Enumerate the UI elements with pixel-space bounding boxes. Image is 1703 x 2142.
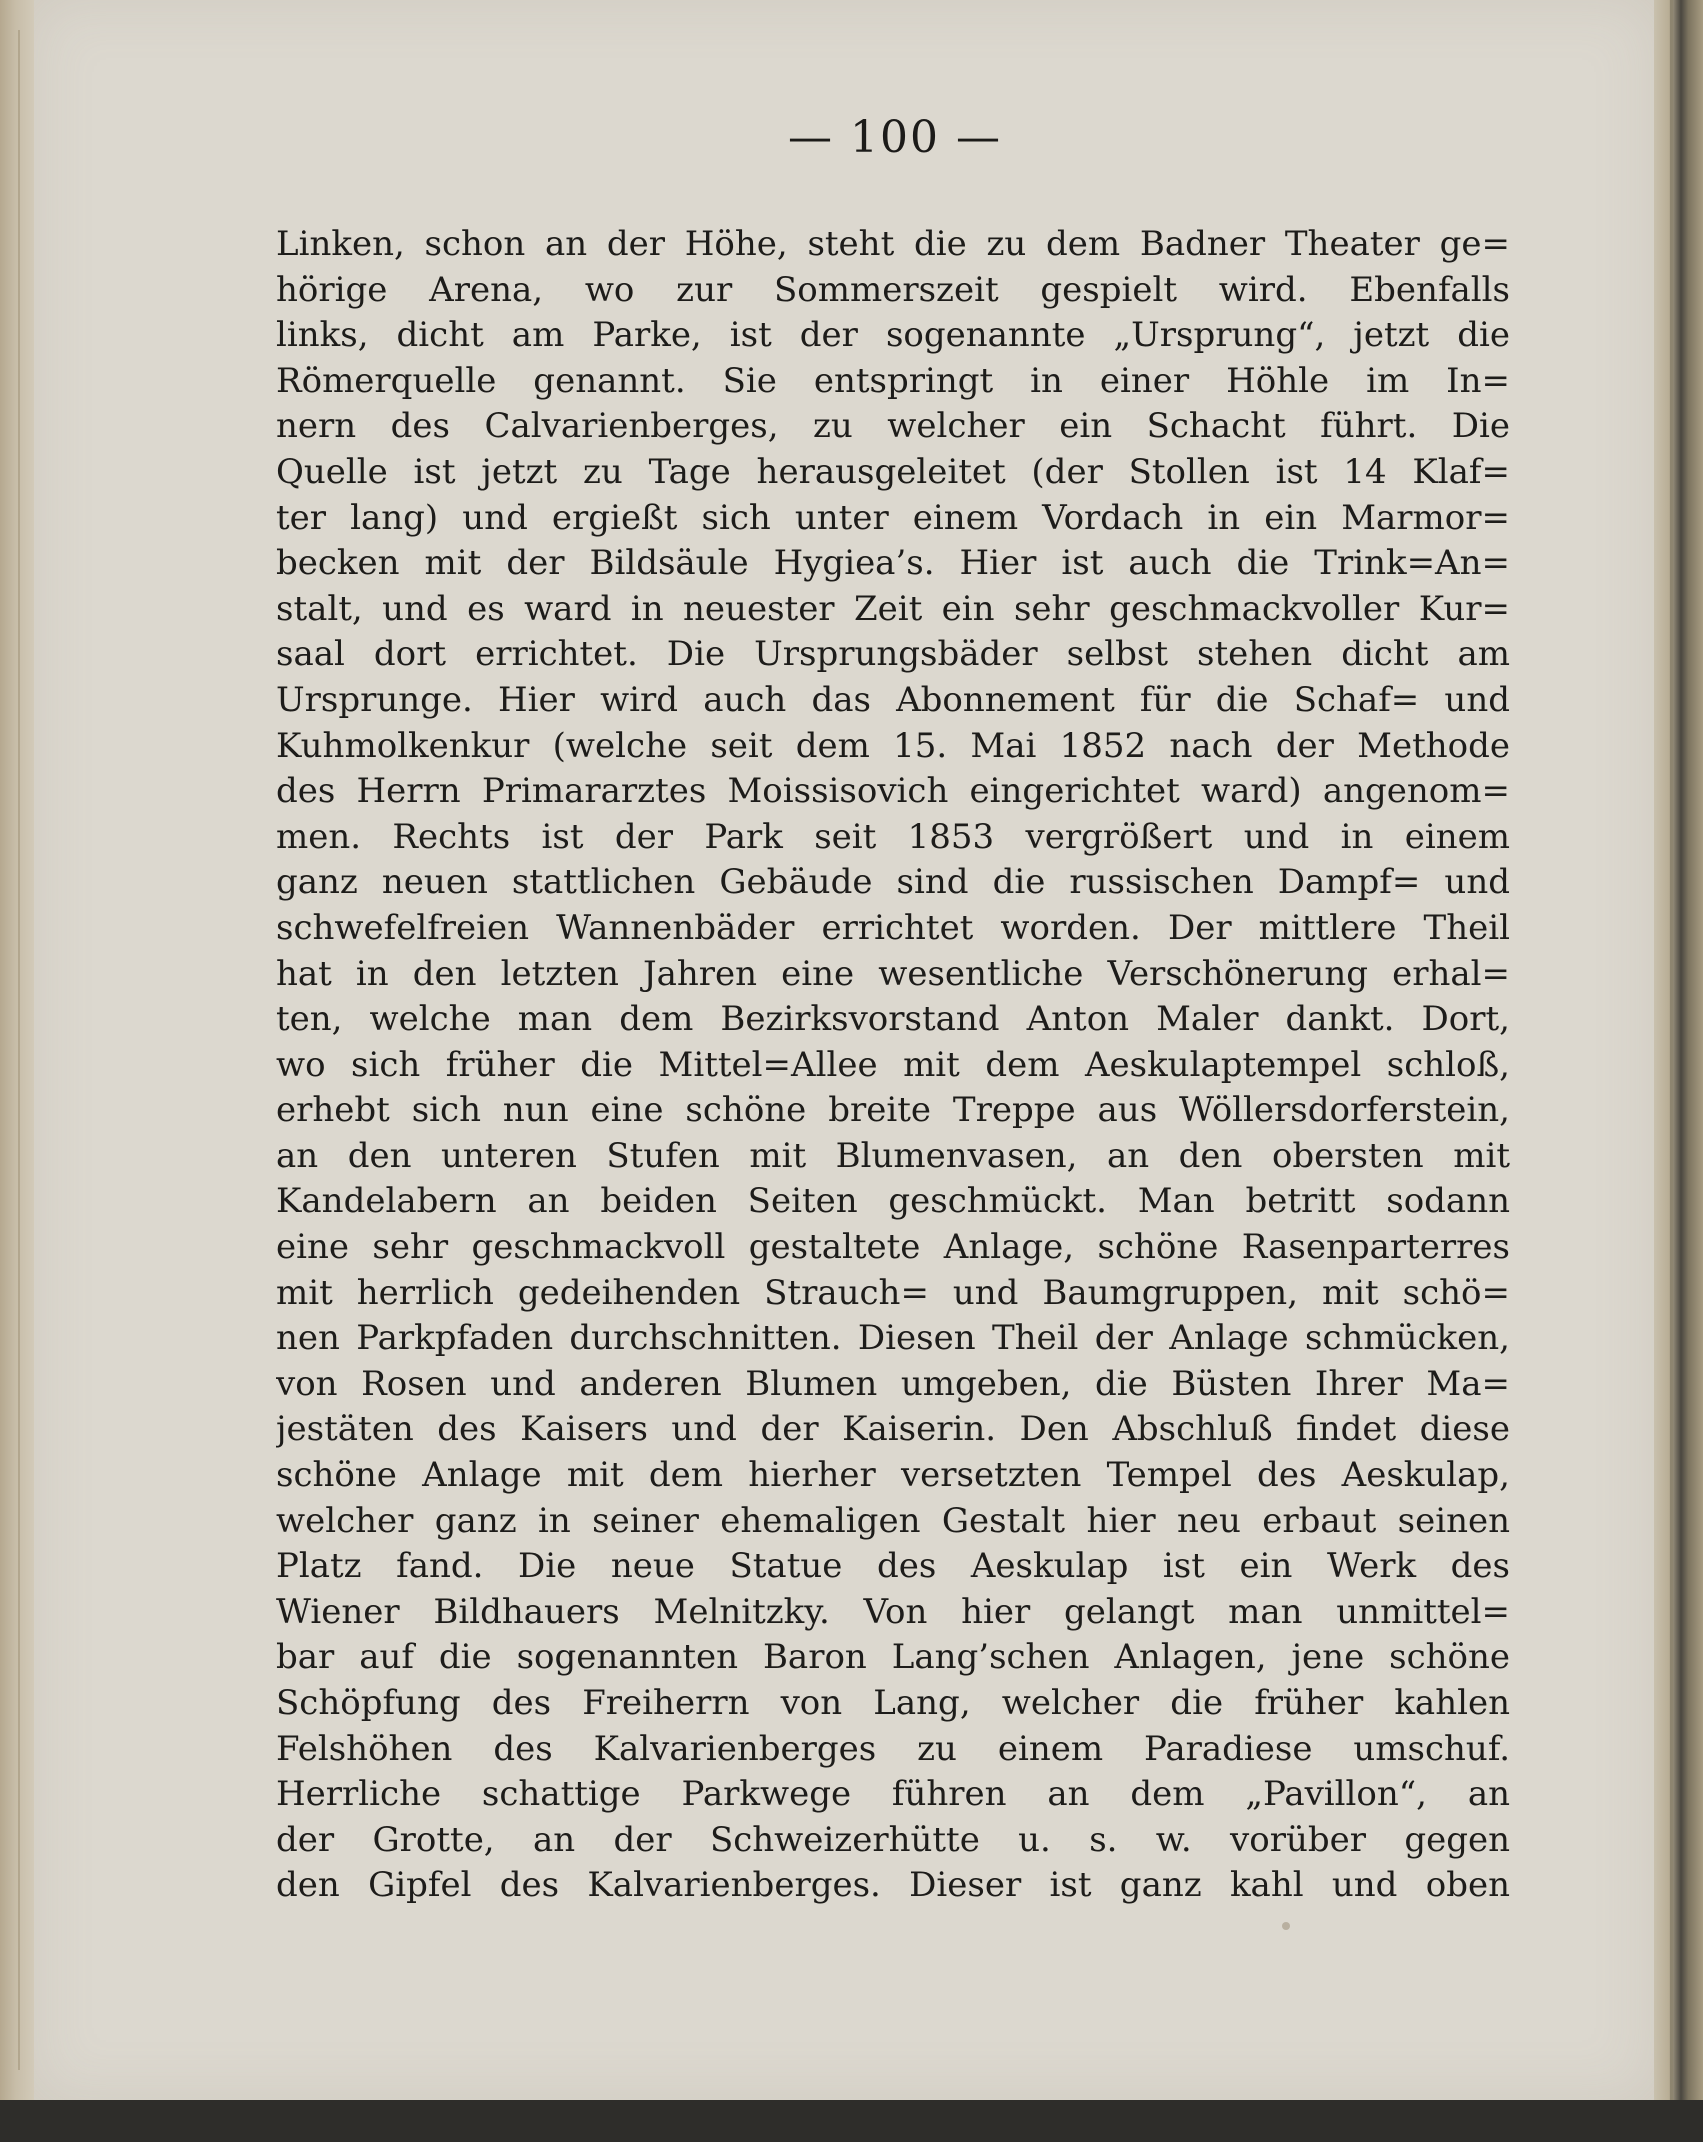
text-line: ganz neuen stattlichen Gebäude sind die russischen Dampf= und	[276, 862, 1510, 903]
text-line: erhebt sich nun eine schöne breite Treppe aus Wöllersdorferstein,	[276, 1090, 1510, 1131]
text-line: an den unteren Stufen mit Blumenvasen, an den obersten mit	[276, 1135, 1510, 1176]
text-line: bar auf die sogenannten Baron Lang’schen Anlagen, jene schöne	[276, 1637, 1510, 1678]
text-line: Linken, schon an der Höhe, steht die zu dem Badner Theater ge=	[276, 224, 1510, 264]
text-line: nern des Calvarienberges, zu welcher ein Schacht führt. Die	[276, 406, 1510, 447]
body-text	[276, 222, 1510, 1909]
text-line: den Gipfel des Kalvarienberges. Dieser ist ganz kahl und oben	[276, 1865, 1510, 1906]
text-line: saal dort errichtet. Die Ursprungsbäder selbst stehen dicht am	[276, 634, 1510, 675]
text-line: von Rosen und anderen Blumen umgeben, die Büsten Ihrer Ma=	[276, 1363, 1510, 1404]
text-line: Ursprunge. Hier wird auch das Abonnement für die Schaf= und	[276, 679, 1510, 720]
text-line: stalt, und es ward in neuester Zeit ein sehr geschmackvoller Kur=	[276, 588, 1510, 629]
text-line: Schöpfung des Freiherrn von Lang, welcher die früher kahlen	[276, 1683, 1510, 1723]
text-line: welcher ganz in seiner ehemaligen Gestalt hier neu erbaut seinen	[276, 1500, 1510, 1541]
text-line: Wiener Bildhauers Melnitzky. Von hier gelangt man unmittel=	[276, 1591, 1510, 1632]
gutter-crease	[18, 30, 20, 2070]
text-line: nen Parkpfaden durchschnitten. Diesen Theil der Anlage schmücken,	[276, 1318, 1510, 1359]
text-line: Platz fand. Die neue Statue des Aeskulap ist ein Werk des	[276, 1546, 1510, 1587]
text-line: hörige Arena, wo zur Sommerszeit gespielt wird. Ebenfalls	[276, 269, 1510, 310]
text-line: becken mit der Bildsäule Hygiea’s. Hier ist auch die Trink=An=	[276, 543, 1510, 584]
text-line: Quelle ist jetzt zu Tage herausgeleitet (der Stollen ist 14 Klaf=	[276, 451, 1510, 492]
text-line: Kuhmolkenkur (welche seit dem 15. Mai 1852 nach der Methode	[276, 725, 1510, 766]
text-line: schwefelfreien Wannenbäder errichtet worden. Der mittlere Theil	[276, 907, 1510, 948]
text-line: des Herrn Primararztes Moissisovich eingerichtet ward) angenom=	[276, 771, 1510, 812]
text-line: men. Rechts ist der Park seit 1853 vergrößert und in einem	[276, 816, 1510, 857]
backdrop	[0, 2100, 1703, 2142]
text-line: Herrliche schattige Parkwege führen an dem „Pavillon“, an	[276, 1774, 1510, 1815]
fore-edge-line	[1670, 0, 1673, 2100]
text-line: Felshöhen des Kalvarienberges zu einem Paradiese umschuf.	[276, 1728, 1510, 1769]
text-line: hat in den letzten Jahren eine wesentliche Verschönerung erhal=	[276, 953, 1510, 994]
text-line: Kandelabern an beiden Seiten geschmückt. Man betritt sodann	[276, 1181, 1510, 1222]
text-line: ten, welche man dem Bezirksvorstand Anton Maler dankt. Dort,	[276, 999, 1510, 1040]
text-line: schöne Anlage mit dem hierher versetzten Tempel des Aeskulap,	[276, 1455, 1510, 1496]
text-line: wo sich früher die Mittel=Allee mit dem Aeskulaptempel schloß,	[276, 1044, 1510, 1085]
text-line: eine sehr geschmackvoll gestaltete Anlage, schöne Rasenparterres	[276, 1227, 1510, 1268]
text-line: mit herrlich gedeihenden Strauch= und Baumgruppen, mit schö=	[276, 1272, 1510, 1313]
text-line: der Grotte, an der Schweizerhütte u. s. w. vorüber gegen	[276, 1819, 1510, 1860]
text-line: links, dicht am Parke, ist der sogenannte „Ursprung“, jetzt die	[276, 315, 1510, 356]
paper-speck	[1282, 1922, 1290, 1930]
page-number: — 100 —	[788, 112, 1002, 163]
text-line: ter lang) und ergießt sich unter einem Vordach in ein Marmor=	[276, 497, 1510, 538]
text-line: Römerquelle genannt. Sie entspringt in einer Höhle im In=	[276, 360, 1510, 401]
text-line: jestäten des Kaisers und der Kaiserin. Den Abschluß findet diese	[276, 1409, 1510, 1450]
book-gutter	[0, 0, 34, 2100]
page-fore-edge	[1654, 0, 1703, 2100]
